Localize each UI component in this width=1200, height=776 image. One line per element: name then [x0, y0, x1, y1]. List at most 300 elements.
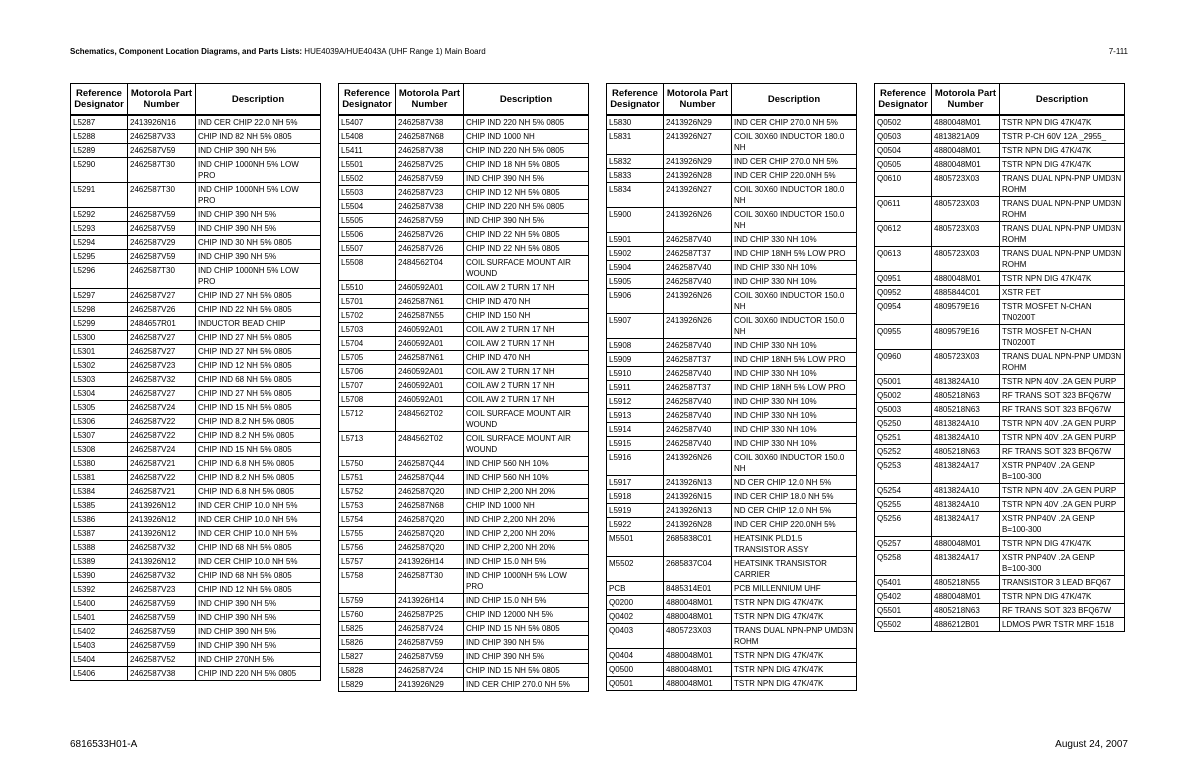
table-row	[339, 608, 589, 622]
table-row	[71, 208, 321, 222]
ref-cell: Q5252	[875, 445, 932, 459]
description-cell: CHIP IND 1000 NH	[464, 499, 589, 513]
part-number-cell: 4813821A09	[932, 130, 1000, 144]
ref-cell: L5913	[607, 409, 664, 423]
table-row	[339, 144, 589, 158]
ref-cell: L5388	[71, 541, 128, 555]
ref-cell: L5713	[339, 432, 396, 457]
description-cell: TSTR NPN DIG 47K/47K	[1000, 272, 1125, 286]
description-cell: IND CHIP 1000NH 5% LOW PRO	[196, 183, 321, 208]
description-cell: CHIP IND 27 NH 5% 0805	[196, 289, 321, 303]
part-number-cell: 4813824A10	[932, 431, 1000, 445]
part-number-cell: 2413926N16	[128, 115, 196, 130]
table-row	[339, 678, 589, 692]
ref-cell: L5510	[339, 281, 396, 295]
ref-cell: L5911	[607, 381, 664, 395]
part-number-cell: 4813824A17	[932, 512, 1000, 537]
description-cell: COIL SURFACE MOUNT AIR WOUND	[464, 256, 589, 281]
page-number: 7-111	[1108, 47, 1128, 56]
part-number-cell: 2462587V38	[396, 115, 464, 130]
description-cell: IND CHIP 560 NH 10%	[464, 471, 589, 485]
description-cell: CHIP IND 18 NH 5% 0805	[464, 158, 589, 172]
part-number-cell: 2462587V59	[128, 250, 196, 264]
description-cell: TRANS DUAL NPN-PNP UMD3N ROHM	[1000, 172, 1125, 197]
table-row	[71, 289, 321, 303]
table-row	[339, 636, 589, 650]
part-number-cell: 2462587Q44	[396, 457, 464, 471]
ref-cell: Q5502	[875, 618, 932, 632]
ref-cell: Q0505	[875, 158, 932, 172]
ref-cell: L5501	[339, 158, 396, 172]
part-number-cell: 2462587V25	[396, 158, 464, 172]
part-number-cell: 2462587Q20	[396, 485, 464, 499]
table-row	[875, 172, 1125, 197]
description-cell: ND CER CHIP 12.0 NH 5%	[732, 476, 857, 490]
part-number-cell: 2462587T30	[128, 183, 196, 208]
part-number-cell: 2413926N28	[664, 169, 732, 183]
ref-cell: Q5501	[875, 604, 932, 618]
part-number-cell: 2462587V22	[128, 429, 196, 443]
description-cell: CHIP IND 68 NH 5% 0805	[196, 569, 321, 583]
col-part-number: Motorola Part Number	[396, 84, 464, 116]
description-cell: CHIP IND 82 NH 5% 0805	[196, 130, 321, 144]
description-cell: IND CHIP 330 NH 10%	[732, 233, 857, 247]
table-row	[875, 576, 1125, 590]
part-number-cell: 2462587V59	[128, 639, 196, 653]
ref-cell: L5407	[339, 115, 396, 130]
description-cell: IND CHIP 560 NH 10%	[464, 457, 589, 471]
table-row	[875, 618, 1125, 632]
description-cell: IND CER CHIP 270.0 NH 5%	[732, 155, 857, 169]
col-description: Description	[732, 84, 857, 116]
table-row	[71, 158, 321, 183]
description-cell: IND CHIP 330 NH 10%	[732, 339, 857, 353]
ref-cell: L5758	[339, 569, 396, 594]
part-number-cell: 2462587V40	[664, 437, 732, 451]
part-number-cell: 2413926H14	[396, 594, 464, 608]
part-number-cell: 2462587V38	[128, 667, 196, 681]
table-row	[607, 339, 857, 353]
ref-cell: Q0954	[875, 300, 932, 325]
ref-cell: L5296	[71, 264, 128, 289]
table-row	[339, 499, 589, 513]
ref-cell: L5831	[607, 130, 664, 155]
ref-cell: L5390	[71, 569, 128, 583]
description-cell: IND CER CHIP 270.0 NH 5%	[464, 678, 589, 692]
description-cell: COIL SURFACE MOUNT AIR WOUND	[464, 432, 589, 457]
table-row	[875, 130, 1125, 144]
description-cell: TSTR NPN 40V .2A GEN PURP	[1000, 431, 1125, 445]
part-number-cell: 2462587V24	[128, 401, 196, 415]
table-row	[607, 275, 857, 289]
table-row	[71, 527, 321, 541]
ref-cell: L5701	[339, 295, 396, 309]
table-row	[607, 208, 857, 233]
table-row	[875, 286, 1125, 300]
table-row	[875, 459, 1125, 484]
table-row	[71, 183, 321, 208]
part-number-cell: 2462587Q44	[396, 471, 464, 485]
table-row	[71, 653, 321, 667]
part-number-cell: 2462587V23	[396, 186, 464, 200]
ref-cell: L5702	[339, 309, 396, 323]
description-cell: CHIP IND 30 NH 5% 0805	[196, 236, 321, 250]
table-row	[607, 409, 857, 423]
ref-cell: L5828	[339, 664, 396, 678]
table-row	[71, 222, 321, 236]
part-number-cell: 2462587V40	[664, 233, 732, 247]
part-number-cell: 4805723X03	[932, 197, 1000, 222]
table-row	[339, 650, 589, 664]
description-cell: IND CHIP 390 NH 5%	[196, 144, 321, 158]
part-number-cell: 2462587N68	[396, 130, 464, 144]
table-row	[875, 604, 1125, 618]
description-cell: TSTR MOSFET N-CHAN TN0200T	[1000, 300, 1125, 325]
table-row	[875, 158, 1125, 172]
description-cell: TRANS DUAL NPN-PNP UMD3N ROHM	[1000, 350, 1125, 375]
description-cell: COIL 30X60 INDUCTOR 180.0 NH	[732, 130, 857, 155]
description-cell: COIL SURFACE MOUNT AIR WOUND	[464, 407, 589, 432]
description-cell: IND CHIP 18NH 5% LOW PRO	[732, 381, 857, 395]
table-row	[607, 649, 857, 663]
description-cell: TSTR NPN DIG 47K/47K	[1000, 115, 1125, 130]
part-number-cell: 4809579E16	[932, 300, 1000, 325]
col-part-number: Motorola Part Number	[664, 84, 732, 116]
ref-cell: Q0500	[607, 663, 664, 677]
part-number-cell: 2462587V33	[128, 130, 196, 144]
table-row	[339, 457, 589, 471]
part-number-cell: 2460592A01	[396, 393, 464, 407]
description-cell: CHIP IND 27 NH 5% 0805	[196, 345, 321, 359]
ref-cell: L5292	[71, 208, 128, 222]
ref-cell: L5914	[607, 423, 664, 437]
table-row	[607, 233, 857, 247]
ref-cell: L5401	[71, 611, 128, 625]
ref-cell: L5297	[71, 289, 128, 303]
part-number-cell: 2413926N12	[128, 555, 196, 569]
ref-cell: L5290	[71, 158, 128, 183]
table-row	[875, 590, 1125, 604]
part-number-cell: 2462587V23	[128, 359, 196, 373]
description-cell: IND CER CHIP 270.0 NH 5%	[732, 115, 857, 130]
ref-cell: L5504	[339, 200, 396, 214]
description-cell: ND CER CHIP 12.0 NH 5%	[732, 504, 857, 518]
part-number-cell: 2413926N13	[664, 504, 732, 518]
part-number-cell: 2413926N29	[664, 115, 732, 130]
part-number-cell: 2462587V40	[664, 261, 732, 275]
part-number-cell: 2413926N26	[664, 314, 732, 339]
table-row	[71, 667, 321, 681]
table-row	[339, 323, 589, 337]
description-cell: TSTR NPN DIG 47K/47K	[732, 649, 857, 663]
description-cell: RF TRANS SOT 323 BFQ67W	[1000, 445, 1125, 459]
part-number-cell: 2462587V23	[128, 583, 196, 597]
ref-cell: L5380	[71, 457, 128, 471]
description-cell: TSTR NPN DIG 47K/47K	[732, 677, 857, 691]
ref-cell: L5751	[339, 471, 396, 485]
ref-cell: L5385	[71, 499, 128, 513]
table-row	[875, 431, 1125, 445]
description-cell: CHIP IND 12 NH 5% 0805	[464, 186, 589, 200]
table-row	[607, 596, 857, 610]
part-number-cell: 4885844C01	[932, 286, 1000, 300]
description-cell: RF TRANS SOT 323 BFQ67W	[1000, 604, 1125, 618]
part-number-cell: 2413926N26	[664, 208, 732, 233]
table-row	[71, 331, 321, 345]
ref-cell: Q0952	[875, 286, 932, 300]
col-reference: Reference Designator	[339, 84, 396, 116]
description-cell: CHIP IND 22 NH 5% 0805	[464, 242, 589, 256]
table-row	[71, 401, 321, 415]
description-cell: IND CHIP 2,200 NH 20%	[464, 485, 589, 499]
page-header	[70, 47, 1128, 61]
part-number-cell: 2484562T04	[396, 256, 464, 281]
description-cell: CHIP IND 8.2 NH 5% 0805	[196, 429, 321, 443]
ref-cell: Q0613	[875, 247, 932, 272]
table-row	[71, 499, 321, 513]
table-row	[339, 541, 589, 555]
description-cell: IND CHIP 15.0 NH 5%	[464, 555, 589, 569]
part-number-cell: 2462587V40	[664, 367, 732, 381]
table-row	[607, 663, 857, 677]
part-number-cell: 4880048M01	[932, 158, 1000, 172]
part-number-cell: 2462587V59	[396, 214, 464, 228]
parts-table-3	[606, 83, 857, 691]
description-cell: IND CHIP 330 NH 10%	[732, 261, 857, 275]
document-date: August 24, 2007	[1055, 739, 1128, 750]
part-number-cell: 2413926N15	[664, 490, 732, 504]
col-reference: Reference Designator	[607, 84, 664, 116]
ref-cell: L5307	[71, 429, 128, 443]
description-cell: CHIP IND 15 NH 5% 0805	[196, 401, 321, 415]
part-number-cell: 2462587T30	[128, 264, 196, 289]
ref-cell: Q0502	[875, 115, 932, 130]
ref-cell: L5832	[607, 155, 664, 169]
part-number-cell: 2462587N61	[396, 295, 464, 309]
ref-cell: L5300	[71, 331, 128, 345]
part-number-cell: 8485314E01	[664, 582, 732, 596]
ref-cell: L5704	[339, 337, 396, 351]
table-row	[607, 437, 857, 451]
table-row	[71, 639, 321, 653]
description-cell: IND CHIP 2,200 NH 20%	[464, 513, 589, 527]
table-row	[71, 625, 321, 639]
description-cell: IND CHIP 390 NH 5%	[196, 597, 321, 611]
part-number-cell: 2462587V26	[128, 303, 196, 317]
description-cell: XSTR PNP40V .2A GENP B=100-300	[1000, 512, 1125, 537]
table-row	[71, 264, 321, 289]
ref-cell: L5909	[607, 353, 664, 367]
part-number-cell: 2462587V22	[128, 415, 196, 429]
table-row	[71, 597, 321, 611]
description-cell: CHIP IND 150 NH	[464, 309, 589, 323]
description-cell: IND CER CHIP 220.0NH 5%	[732, 518, 857, 532]
part-number-cell: 2413926N12	[128, 513, 196, 527]
part-number-cell: 2462587V59	[128, 208, 196, 222]
part-number-cell: 4880048M01	[664, 677, 732, 691]
ref-cell: Q0404	[607, 649, 664, 663]
ref-cell: Q0611	[875, 197, 932, 222]
description-cell: TSTR NPN 40V .2A GEN PURP	[1000, 417, 1125, 431]
part-number-cell: 2462587Q20	[396, 513, 464, 527]
part-number-cell: 4805723X03	[932, 247, 1000, 272]
description-cell: TRANS DUAL NPN-PNP UMD3N ROHM	[1000, 197, 1125, 222]
description-cell: HEATSINK TRANSISTOR CARRIER	[732, 557, 857, 582]
part-number-cell: 2460592A01	[396, 365, 464, 379]
description-cell: IND CHIP 1000NH 5% LOW PRO	[464, 569, 589, 594]
table-row	[875, 417, 1125, 431]
description-cell: CHIP IND 27 NH 5% 0805	[196, 387, 321, 401]
table-row	[607, 423, 857, 437]
part-number-cell: 2462587V32	[128, 541, 196, 555]
part-number-cell: 4805723X03	[932, 222, 1000, 247]
table-row	[71, 359, 321, 373]
title-rest: HUE4039A/HUE4043A (UHF Range 1) Main Board	[302, 47, 486, 56]
ref-cell: Q0612	[875, 222, 932, 247]
part-number-cell: 2413926N12	[128, 499, 196, 513]
col-description: Description	[1000, 84, 1125, 116]
part-number-cell: 2462587V26	[396, 242, 464, 256]
description-cell: IND CHIP 330 NH 10%	[732, 275, 857, 289]
ref-cell: L5301	[71, 345, 128, 359]
ref-cell: L5707	[339, 379, 396, 393]
description-cell: CHIP IND 470 NH	[464, 295, 589, 309]
part-number-cell: 2462587V24	[396, 664, 464, 678]
part-number-cell: 2484562T02	[396, 407, 464, 432]
ref-cell: L5306	[71, 415, 128, 429]
ref-cell: L5404	[71, 653, 128, 667]
ref-cell: L5712	[339, 407, 396, 432]
part-number-cell: 2462587V27	[128, 289, 196, 303]
description-cell: CHIP IND 68 NH 5% 0805	[196, 541, 321, 555]
ref-cell: Q0402	[607, 610, 664, 624]
table-row	[607, 504, 857, 518]
ref-cell: L5302	[71, 359, 128, 373]
table-row	[875, 445, 1125, 459]
table-row	[875, 375, 1125, 389]
part-number-cell: 2462587N61	[396, 351, 464, 365]
ref-cell: L5289	[71, 144, 128, 158]
part-number-cell: 2462587V59	[128, 625, 196, 639]
ref-cell: L5708	[339, 393, 396, 407]
table-row	[71, 387, 321, 401]
part-number-cell: 2462587V40	[664, 423, 732, 437]
table-row	[339, 228, 589, 242]
description-cell: IND CHIP 390 NH 5%	[196, 250, 321, 264]
part-number-cell: 4813824A17	[932, 459, 1000, 484]
description-cell: TSTR NPN 40V .2A GEN PURP	[1000, 484, 1125, 498]
description-cell: IND CHIP 1000NH 5% LOW PRO	[196, 264, 321, 289]
description-cell: CHIP IND 22 NH 5% 0805	[196, 303, 321, 317]
part-number-cell: 2462587V59	[396, 650, 464, 664]
part-number-cell: 2460592A01	[396, 281, 464, 295]
table-row	[339, 281, 589, 295]
part-number-cell: 2462587P25	[396, 608, 464, 622]
part-number-cell: 2462587V40	[664, 395, 732, 409]
table-row	[339, 130, 589, 144]
description-cell: COIL AW 2 TURN 17 NH	[464, 281, 589, 295]
description-cell: CHIP IND 22 NH 5% 0805	[464, 228, 589, 242]
description-cell: IND CHIP 390 NH 5%	[196, 611, 321, 625]
table-row	[71, 317, 321, 331]
ref-cell: Q5256	[875, 512, 932, 537]
table-row	[875, 144, 1125, 158]
ref-cell: L5833	[607, 169, 664, 183]
description-cell: IND CER CHIP 220.0NH 5%	[732, 169, 857, 183]
table-row	[339, 379, 589, 393]
ref-cell: L5384	[71, 485, 128, 499]
description-cell: TSTR P-CH 60V 12A _2955_	[1000, 130, 1125, 144]
ref-cell: Q5255	[875, 498, 932, 512]
description-cell: COIL AW 2 TURN 17 NH	[464, 379, 589, 393]
description-cell: COIL 30X60 INDUCTOR 150.0 NH	[732, 289, 857, 314]
description-cell: COIL 30X60 INDUCTOR 150.0 NH	[732, 314, 857, 339]
part-number-cell: 2462587V29	[128, 236, 196, 250]
ref-cell: L5756	[339, 541, 396, 555]
part-number-cell: 2462587V32	[128, 373, 196, 387]
part-number-cell: 4880048M01	[932, 115, 1000, 130]
part-number-cell: 2462587V40	[664, 409, 732, 423]
description-cell: CHIP IND 6.8 NH 5% 0805	[196, 485, 321, 499]
part-number-cell: 2460592A01	[396, 379, 464, 393]
description-cell: IND CHIP 330 NH 10%	[732, 395, 857, 409]
part-number-cell: 2462587V40	[664, 275, 732, 289]
ref-cell: L5902	[607, 247, 664, 261]
description-cell: IND CHIP 2,200 NH 20%	[464, 541, 589, 555]
table-row	[339, 365, 589, 379]
ref-cell: L5294	[71, 236, 128, 250]
table-row	[875, 512, 1125, 537]
part-number-cell: 2460592A01	[396, 337, 464, 351]
part-number-cell: 2460592A01	[396, 323, 464, 337]
ref-cell: Q0951	[875, 272, 932, 286]
table-row	[607, 155, 857, 169]
ref-cell: L5703	[339, 323, 396, 337]
ref-cell: M5501	[607, 532, 664, 557]
description-cell: IND CHIP 390 NH 5%	[196, 625, 321, 639]
description-cell: IND CER CHIP 22.0 NH 5%	[196, 115, 321, 130]
table-row	[875, 389, 1125, 403]
table-row	[875, 403, 1125, 417]
part-number-cell: 2462587V38	[396, 200, 464, 214]
ref-cell: L5507	[339, 242, 396, 256]
table-row	[71, 611, 321, 625]
part-number-cell: 2462587V32	[128, 569, 196, 583]
table-row	[71, 250, 321, 264]
table-row	[607, 490, 857, 504]
table-row	[339, 309, 589, 323]
ref-cell: L5825	[339, 622, 396, 636]
ref-cell: Q0504	[875, 144, 932, 158]
table-row	[339, 513, 589, 527]
part-number-cell: 4805723X03	[932, 350, 1000, 375]
table-row	[607, 518, 857, 532]
ref-cell: L5295	[71, 250, 128, 264]
description-cell: TSTR NPN DIG 47K/47K	[1000, 158, 1125, 172]
part-number-cell: 2413926N27	[664, 183, 732, 208]
ref-cell: L5754	[339, 513, 396, 527]
table-row	[339, 471, 589, 485]
part-number-cell: 2462587Q20	[396, 541, 464, 555]
part-number-cell: 2462587V59	[128, 144, 196, 158]
ref-cell: L5508	[339, 256, 396, 281]
ref-cell: L5381	[71, 471, 128, 485]
description-cell: COIL AW 2 TURN 17 NH	[464, 393, 589, 407]
description-cell: XSTR PNP40V .2A GENP B=100-300	[1000, 551, 1125, 576]
ref-cell: L5906	[607, 289, 664, 314]
description-cell: TSTR NPN DIG 47K/47K	[1000, 537, 1125, 551]
description-cell: RF TRANS SOT 323 BFQ67W	[1000, 389, 1125, 403]
